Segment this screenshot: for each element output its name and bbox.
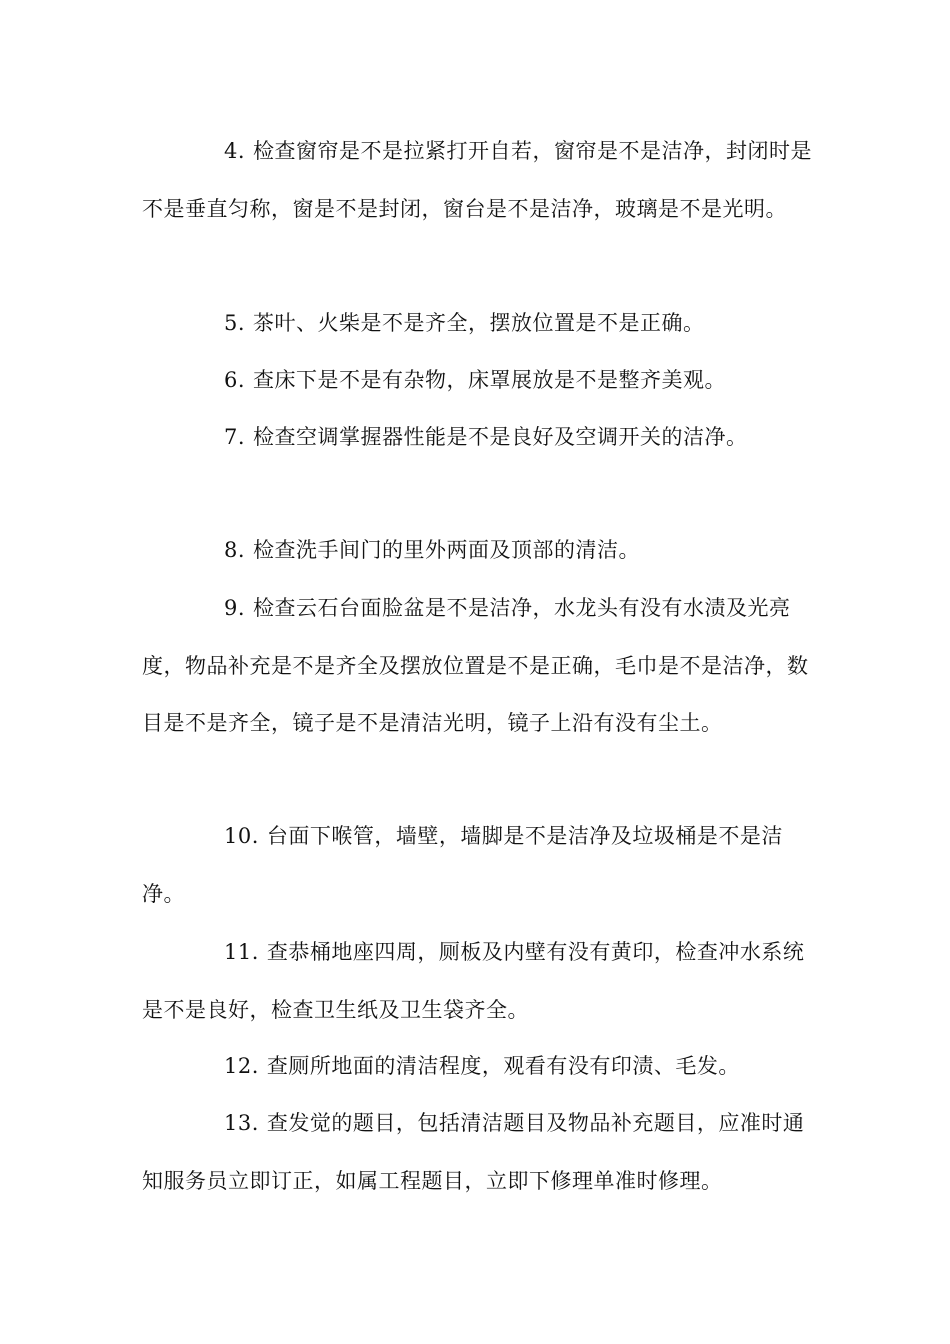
paragraph-item-5 xyxy=(142,295,822,353)
paragraph-item-7 xyxy=(142,409,822,467)
paragraph-text: 检查空调掌握器性能是不是良好及空调开关的洁净。 xyxy=(253,425,748,449)
paragraph-item-6 xyxy=(142,352,822,410)
paragraph-item-9 xyxy=(142,580,822,753)
paragraph-number: 12. xyxy=(224,1054,259,1078)
paragraph-text: 检查窗帘是不是拉紧打开自若，窗帘是不是洁净，封闭时是不是垂直匀称，窗是不是封闭，窗台是不是洁净，玻璃是不是光明。 xyxy=(142,139,813,221)
paragraph-item-13 xyxy=(142,1095,822,1210)
paragraph-text: 茶叶、火柴是不是齐全，摆放位置是不是正确。 xyxy=(253,311,705,335)
paragraph-number: 13. xyxy=(224,1111,259,1135)
paragraph-text: 查厕所地面的清洁程度，观看有没有印渍、毛发。 xyxy=(266,1054,740,1078)
paragraph-item-11 xyxy=(142,924,822,1039)
paragraph-item-8 xyxy=(142,522,822,580)
paragraph-text: 查床下是不是有杂物，床罩展放是不是整齐美观。 xyxy=(253,368,727,392)
paragraph-number: 8. xyxy=(224,538,246,562)
paragraph-item-12 xyxy=(142,1038,822,1096)
paragraph-number: 6. xyxy=(224,368,246,392)
paragraph-number: 11. xyxy=(224,940,259,964)
paragraph-item-10 xyxy=(142,808,822,923)
paragraph-text: 查恭桶地座四周，厕板及内壁有没有黄印，检查冲水系统是不是良好，检查卫生纸及卫生袋齐全。 xyxy=(142,940,805,1022)
paragraph-number: 9. xyxy=(224,596,246,620)
paragraph-text: 台面下喉管，墙壁，墙脚是不是洁净及垃圾桶是不是洁净。 xyxy=(142,824,783,906)
paragraph-number: 4. xyxy=(224,139,246,163)
paragraph-item-4 xyxy=(142,123,822,238)
paragraph-text: 查发觉的题目，包括清洁题目及物品补充题目，应准时通知服务员立即订正，如属工程题目，立即下修理单准时修理。 xyxy=(142,1111,805,1193)
paragraph-number: 5. xyxy=(224,311,246,335)
paragraph-number: 10. xyxy=(224,824,259,848)
paragraph-text: 检查洗手间门的里外两面及顶部的清洁。 xyxy=(253,538,641,562)
paragraph-number: 7. xyxy=(224,425,246,449)
paragraph-text: 检查云石台面脸盆是不是洁净，水龙头有没有水渍及光亮度，物品补充是不是齐全及摆放位置是不是正确，毛巾是不是洁净，数目是不是齐全，镜子是不是清洁光明，镜子上沿有没有尘土。 xyxy=(142,596,809,735)
